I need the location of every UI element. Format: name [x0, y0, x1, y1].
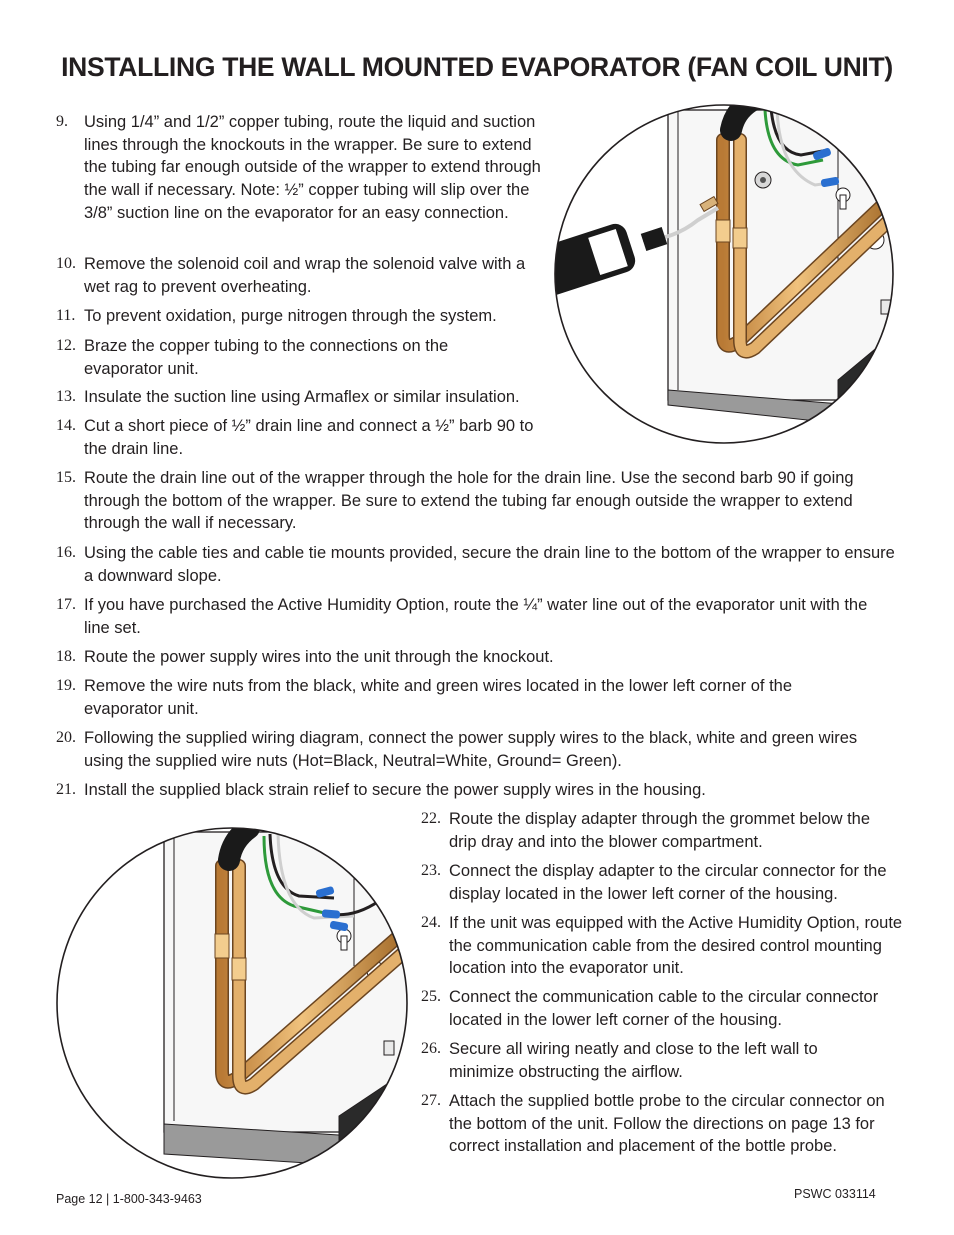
step-text: Remove the solenoid coil and wrap the solenoid valve with a wet rag to prevent overheating. — [84, 255, 526, 296]
step-number: 24. — [421, 914, 441, 931]
step-text: If the unit was equipped with the Active Humidity Option, route the communication cable from the desired control mounting location into the evaporator unit. — [449, 914, 903, 978]
step-text: Route the drain line out of the wrapper through the hole for the drain line. Use the second barb 90 if going through the bottom of the wrapper. Be sure to extend the tubing far enough outside the wrapper to extend through the wall if necessary. — [84, 469, 854, 533]
step-number: 21. — [56, 781, 76, 798]
step-number: 25. — [421, 988, 441, 1005]
step-text: Route the display adapter through the grommet below the drip dray and into the blower compartment. — [449, 810, 871, 851]
step-number: 17. — [56, 596, 76, 613]
brazing-illustration — [553, 100, 903, 450]
step-number: 23. — [421, 862, 441, 879]
step-text: Using 1/4” and 1/2” copper tubing, route the liquid and suction lines through the knockouts in the wrapper. Be sure to extend the tubing far enough outside of the wrapper to extend through the wall if necessary. Note: ½” copper tubing will slip over the 3/8” suction line on the evaporator for an easy connection. — [84, 113, 541, 222]
wiring-illustration — [54, 826, 414, 1182]
step-number: 9. — [56, 113, 68, 130]
step-number: 10. — [56, 255, 76, 272]
footer-page-info: Page 12 | 1-800-343-9463 — [56, 1192, 202, 1206]
step-number: 20. — [56, 729, 76, 746]
step-text: Route the power supply wires into the unit through the knockout. — [84, 648, 554, 666]
step-text: Cut a short piece of ½” drain line and connect a ½” barb 90 to the drain line. — [84, 417, 534, 458]
step-text: Install the supplied black strain relief to secure the power supply wires in the housing. — [84, 781, 706, 799]
step-number: 16. — [56, 544, 76, 561]
step-text: Attach the supplied bottle probe to the circular connector on the bottom of the unit. Follow the directions on page 13 for correct installation and placement of the bottle probe. — [449, 1092, 885, 1156]
step-text: Using the cable ties and cable tie mounts provided, secure the drain line to the bottom of the wrapper to ensure a downward slope. — [84, 544, 895, 585]
step-text: If you have purchased the Active Humidity Option, route the ¼” water line out of the evaporator unit with the line set. — [84, 596, 868, 637]
step-text: Connect the communication cable to the circular connector located in the lower left corner of the housing. — [449, 988, 879, 1029]
step-text: Following the supplied wiring diagram, connect the power supply wires to the black, white and green wires using the supplied wire nuts (Hot=Black, Neutral=White, Ground= Green). — [84, 729, 858, 770]
step-text: Braze the copper tubing to the connections on the evaporator unit. — [84, 337, 449, 378]
step-number: 14. — [56, 417, 76, 434]
page-title: INSTALLING THE WALL MOUNTED EVAPORATOR (FAN COIL UNIT) — [61, 52, 893, 82]
step-number: 26. — [421, 1040, 441, 1057]
step-number: 19. — [56, 677, 76, 694]
step-number: 15. — [56, 469, 76, 486]
step-text: To prevent oxidation, purge nitrogen through the system. — [84, 307, 497, 325]
step-number: 18. — [56, 648, 76, 665]
step-text: Remove the wire nuts from the black, white and green wires located in the lower left corner of the evaporator unit. — [84, 677, 793, 718]
step-number: 27. — [421, 1092, 441, 1109]
step-number: 12. — [56, 337, 76, 354]
footer-document-code: PSWC 033114 — [794, 1187, 876, 1201]
step-text: Connect the display adapter to the circular connector for the display located in the lower left corner of the housing. — [449, 862, 887, 903]
step-number: 11. — [56, 307, 76, 324]
step-text: Secure all wiring neatly and close to the left wall to minimize obstructing the airflow. — [449, 1040, 818, 1081]
step-text: Insulate the suction line using Armaflex or similar insulation. — [84, 388, 520, 406]
step-number: 13. — [56, 388, 76, 405]
step-number: 22. — [421, 810, 441, 827]
